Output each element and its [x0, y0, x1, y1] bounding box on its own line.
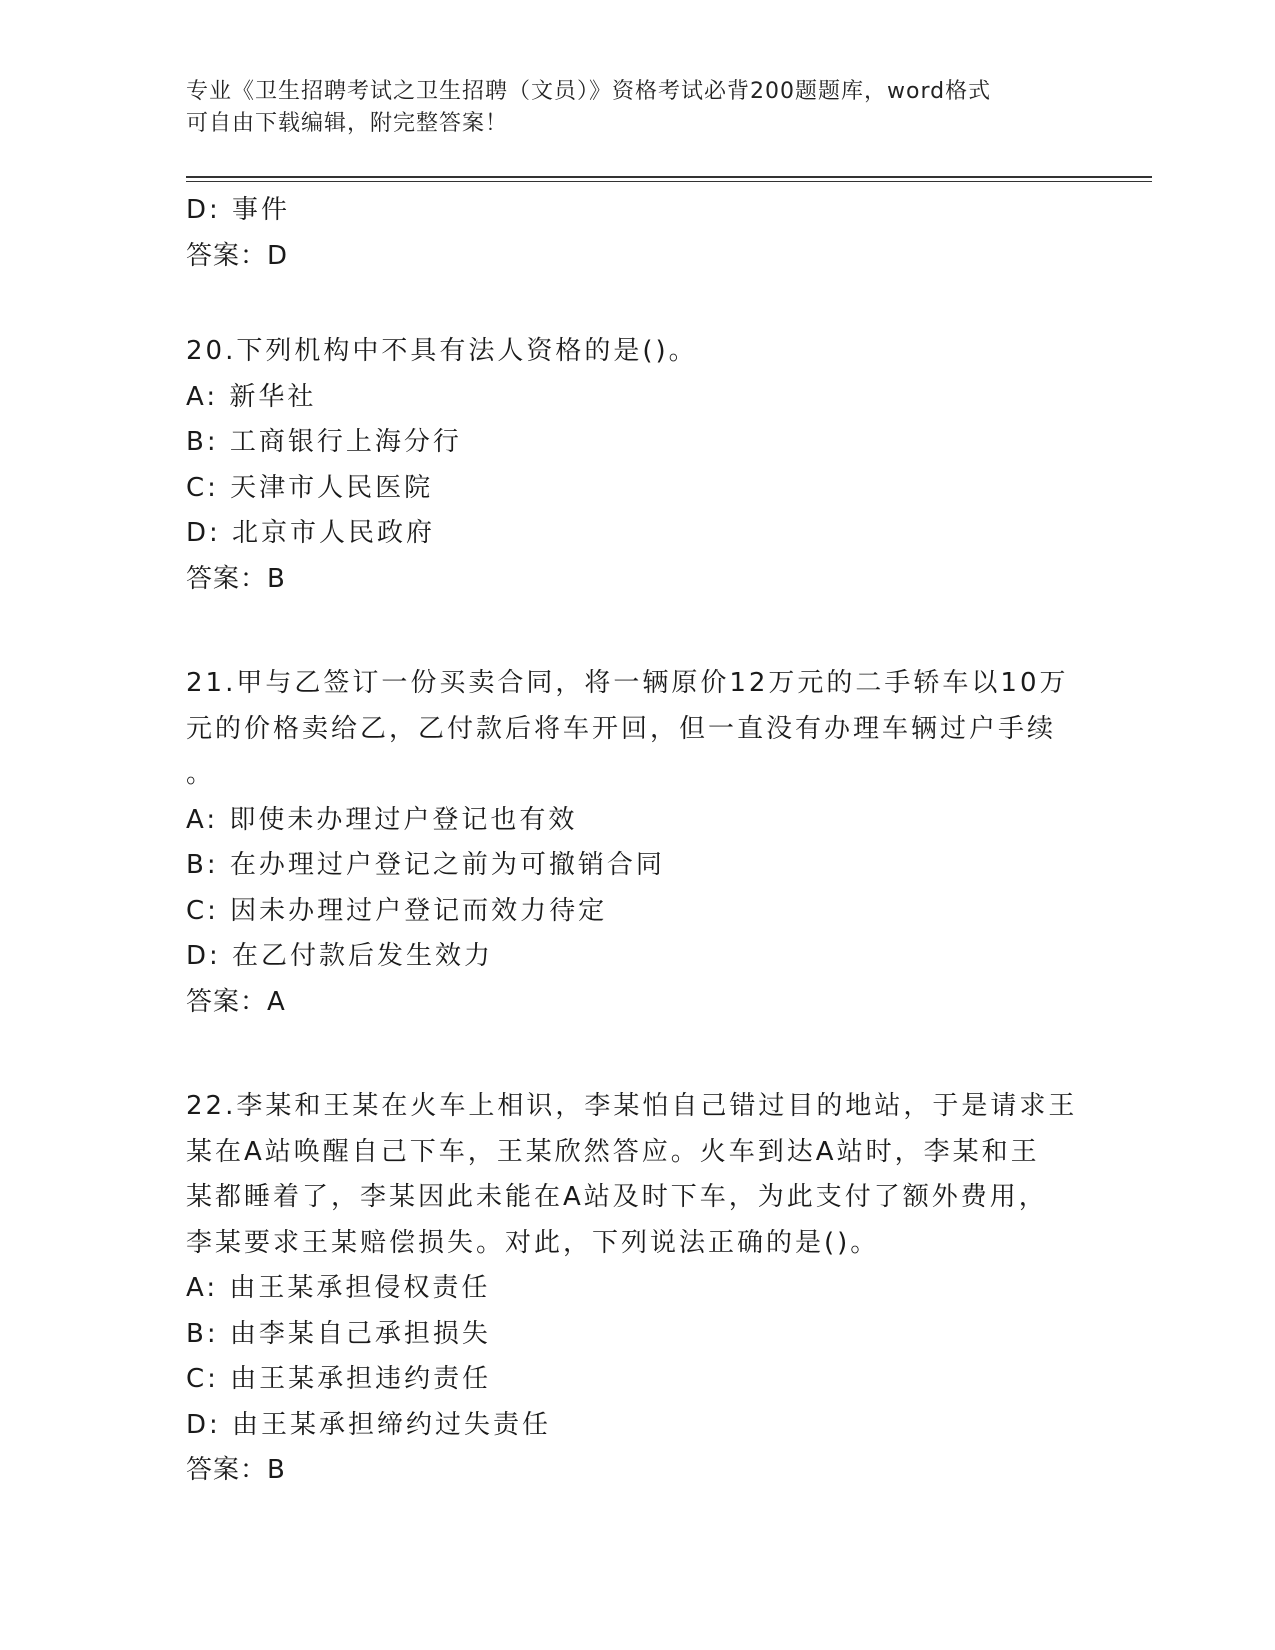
question-stem-line: 21.甲与乙签订一份买卖合同，将一辆原价12万元的二手轿车以10万	[186, 668, 1069, 698]
question-20	[186, 329, 1086, 602]
header-divider-thin	[186, 181, 1152, 182]
question-stem-line: 某在A站唤醒自己下车，王某欣然答应。火车到达A站时，李某和王	[186, 1136, 1040, 1167]
option-b: B: 工商银行上海分行	[186, 427, 462, 457]
question-stem-line: 元的价格卖给乙，乙付款后将车开回，但一直没有办理车辆过户手续	[186, 713, 1057, 744]
option-c: C: 天津市人民医院	[186, 472, 434, 503]
header-divider-thick	[186, 176, 1152, 178]
option-a: A: 由王某承担侵权责任	[186, 1273, 491, 1303]
answer-line: 答案：A	[186, 986, 286, 1017]
option-b: B: 由李某自己承担损失	[186, 1318, 491, 1349]
option-d: D: 在乙付款后发生效力	[186, 941, 494, 971]
question-22	[186, 1084, 1086, 1494]
question-stem-line: 。	[186, 759, 216, 789]
header-title-line-2: 可自由下载编辑，附完整答案！	[186, 111, 509, 136]
option-c: C: 由王某承担违约责任	[186, 1364, 492, 1394]
option-b: B: 在办理过户登记之前为可撤销合同	[186, 850, 665, 880]
answer-line: 答案：B	[186, 563, 286, 594]
option-d: D: 事件	[186, 195, 291, 225]
answer-line: 答案：B	[186, 1455, 286, 1485]
document-header	[186, 76, 1086, 140]
option-d: D: 由王某承担缔约过失责任	[186, 1409, 552, 1440]
option-a: A: 新华社	[186, 381, 317, 412]
question-stem: 20.下列机构中不具有法人资格的是()。	[186, 336, 698, 366]
answer-line: 答案：D	[186, 240, 289, 271]
previous-question-tail	[186, 188, 1086, 279]
header-title-line-1: 专业《卫生招聘考试之卫生招聘（文员）》资格考试必背200题题库，word格式	[186, 79, 992, 104]
option-d: D: 北京市人民政府	[186, 518, 436, 548]
option-c: C: 因未办理过户登记而效力待定	[186, 895, 608, 926]
question-21	[186, 661, 1086, 1025]
option-a: A: 即使未办理过户登记也有效	[186, 804, 578, 835]
question-stem-line: 李某要求王某赔偿损失。对此，下列说法正确的是()。	[186, 1227, 880, 1258]
question-stem-line: 22.李某和王某在火车上相识，李某怕自己错过目的地站，于是请求王	[186, 1091, 1078, 1121]
document-body	[186, 188, 1086, 1494]
question-stem-line: 某都睡着了，李某因此未能在A站及时下车，为此支付了额外费用，	[186, 1182, 1048, 1212]
